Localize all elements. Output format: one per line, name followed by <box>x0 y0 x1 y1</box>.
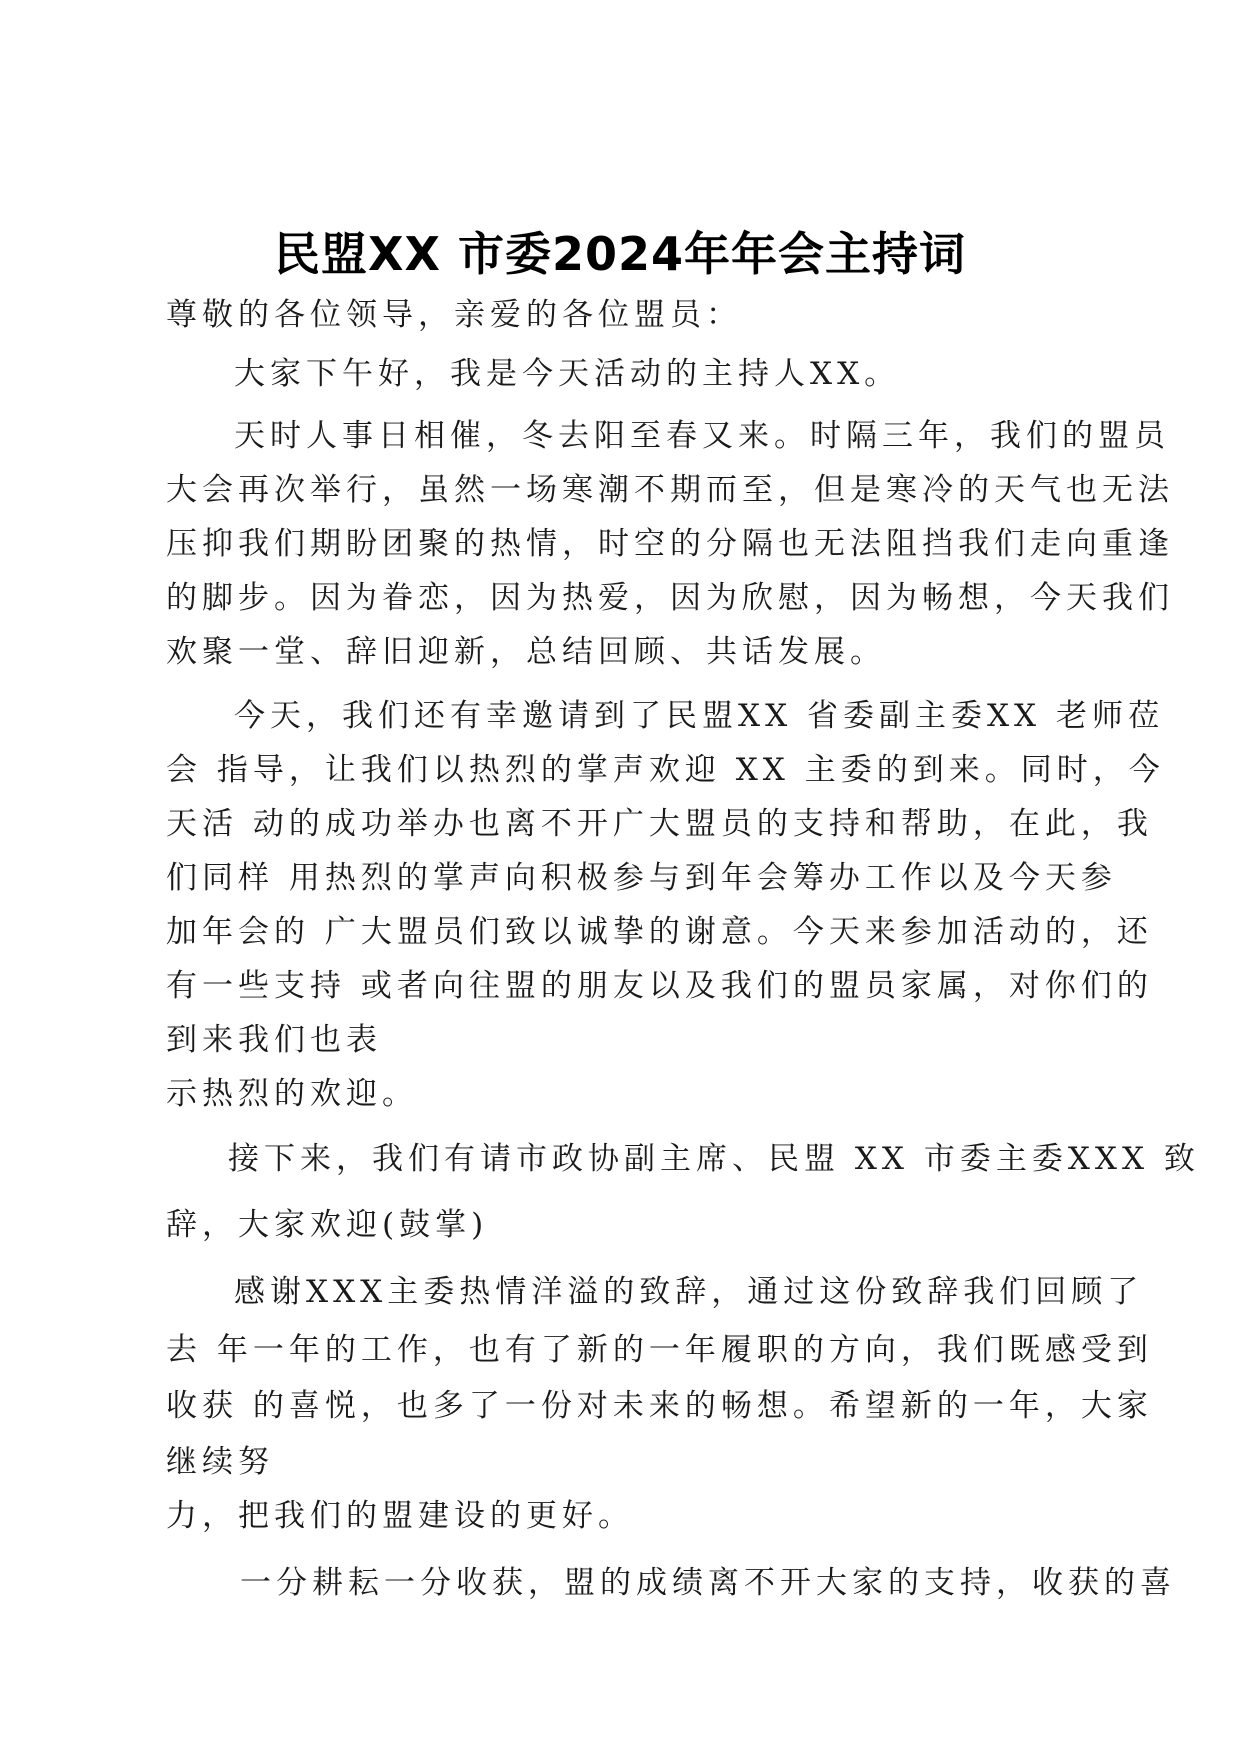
body-line: 天时人事日相催，冬去阳至春又来。时隔三年，我们的盟员 <box>234 418 1170 454</box>
body-line: 一分耕耘一分收获，盟的成绩离不开大家的支持，收获的喜 <box>240 1565 1176 1601</box>
body-line: 大家下午好，我是今天活动的主持人XX。 <box>234 356 901 392</box>
body-line: 有一些支持 或者向往盟的朋友以及我们的盟员家属，对你们的 <box>166 968 1153 1004</box>
body-line: 示热烈的欢迎。 <box>166 1076 418 1112</box>
body-line: 的脚步。因为眷恋，因为热爱，因为欣慰，因为畅想，今天我们 <box>166 580 1174 616</box>
body-line: 会 指导，让我们以热烈的掌声欢迎 XX 主委的到来。同时，今 <box>166 752 1165 788</box>
body-line: 大会再次举行，虽然一场寒潮不期而至，但是寒冷的天气也无法 <box>166 472 1174 508</box>
greeting-line: 尊敬的各位领导，亲爱的各位盟员： <box>166 297 742 333</box>
document-title: 民盟XX 市委2024年年会主持词 <box>274 227 966 281</box>
body-line: 去 年一年的工作，也有了新的一年履职的方向，我们既感受到 <box>166 1332 1153 1368</box>
body-line: 辞，大家欢迎(鼓掌) <box>166 1207 489 1243</box>
body-line: 欢聚一堂、辞旧迎新，总结回顾、共话发展。 <box>166 634 886 670</box>
body-line: 到来我们也表 <box>166 1022 382 1058</box>
body-line: 今天，我们还有幸邀请到了民盟XX 省委副主委XX 老师莅 <box>234 698 1164 734</box>
body-line: 收获 的喜悦，也多了一份对未来的畅想。希望新的一年，大家 <box>166 1388 1153 1424</box>
body-line: 接下来，我们有请市政协副主席、民盟 XX 市委主委XXX 致 <box>228 1141 1200 1177</box>
body-line: 压抑我们期盼团聚的热情，时空的分隔也无法阻挡我们走向重逢 <box>166 526 1174 562</box>
body-line: 感谢XXX主委热情洋溢的致辞，通过这份致辞我们回顾了 <box>234 1274 1144 1310</box>
body-line: 力，把我们的盟建设的更好。 <box>166 1498 634 1534</box>
body-line: 天活 动的成功举办也离不开广大盟员的支持和帮助，在此，我 <box>166 806 1153 842</box>
body-line: 们同样 用热烈的掌声向积极参与到年会筹办工作以及今天参 <box>166 860 1117 896</box>
body-line: 继续努 <box>166 1444 274 1480</box>
body-line: 加年会的 广大盟员们致以诚挚的谢意。今天来参加活动的，还 <box>166 914 1153 950</box>
